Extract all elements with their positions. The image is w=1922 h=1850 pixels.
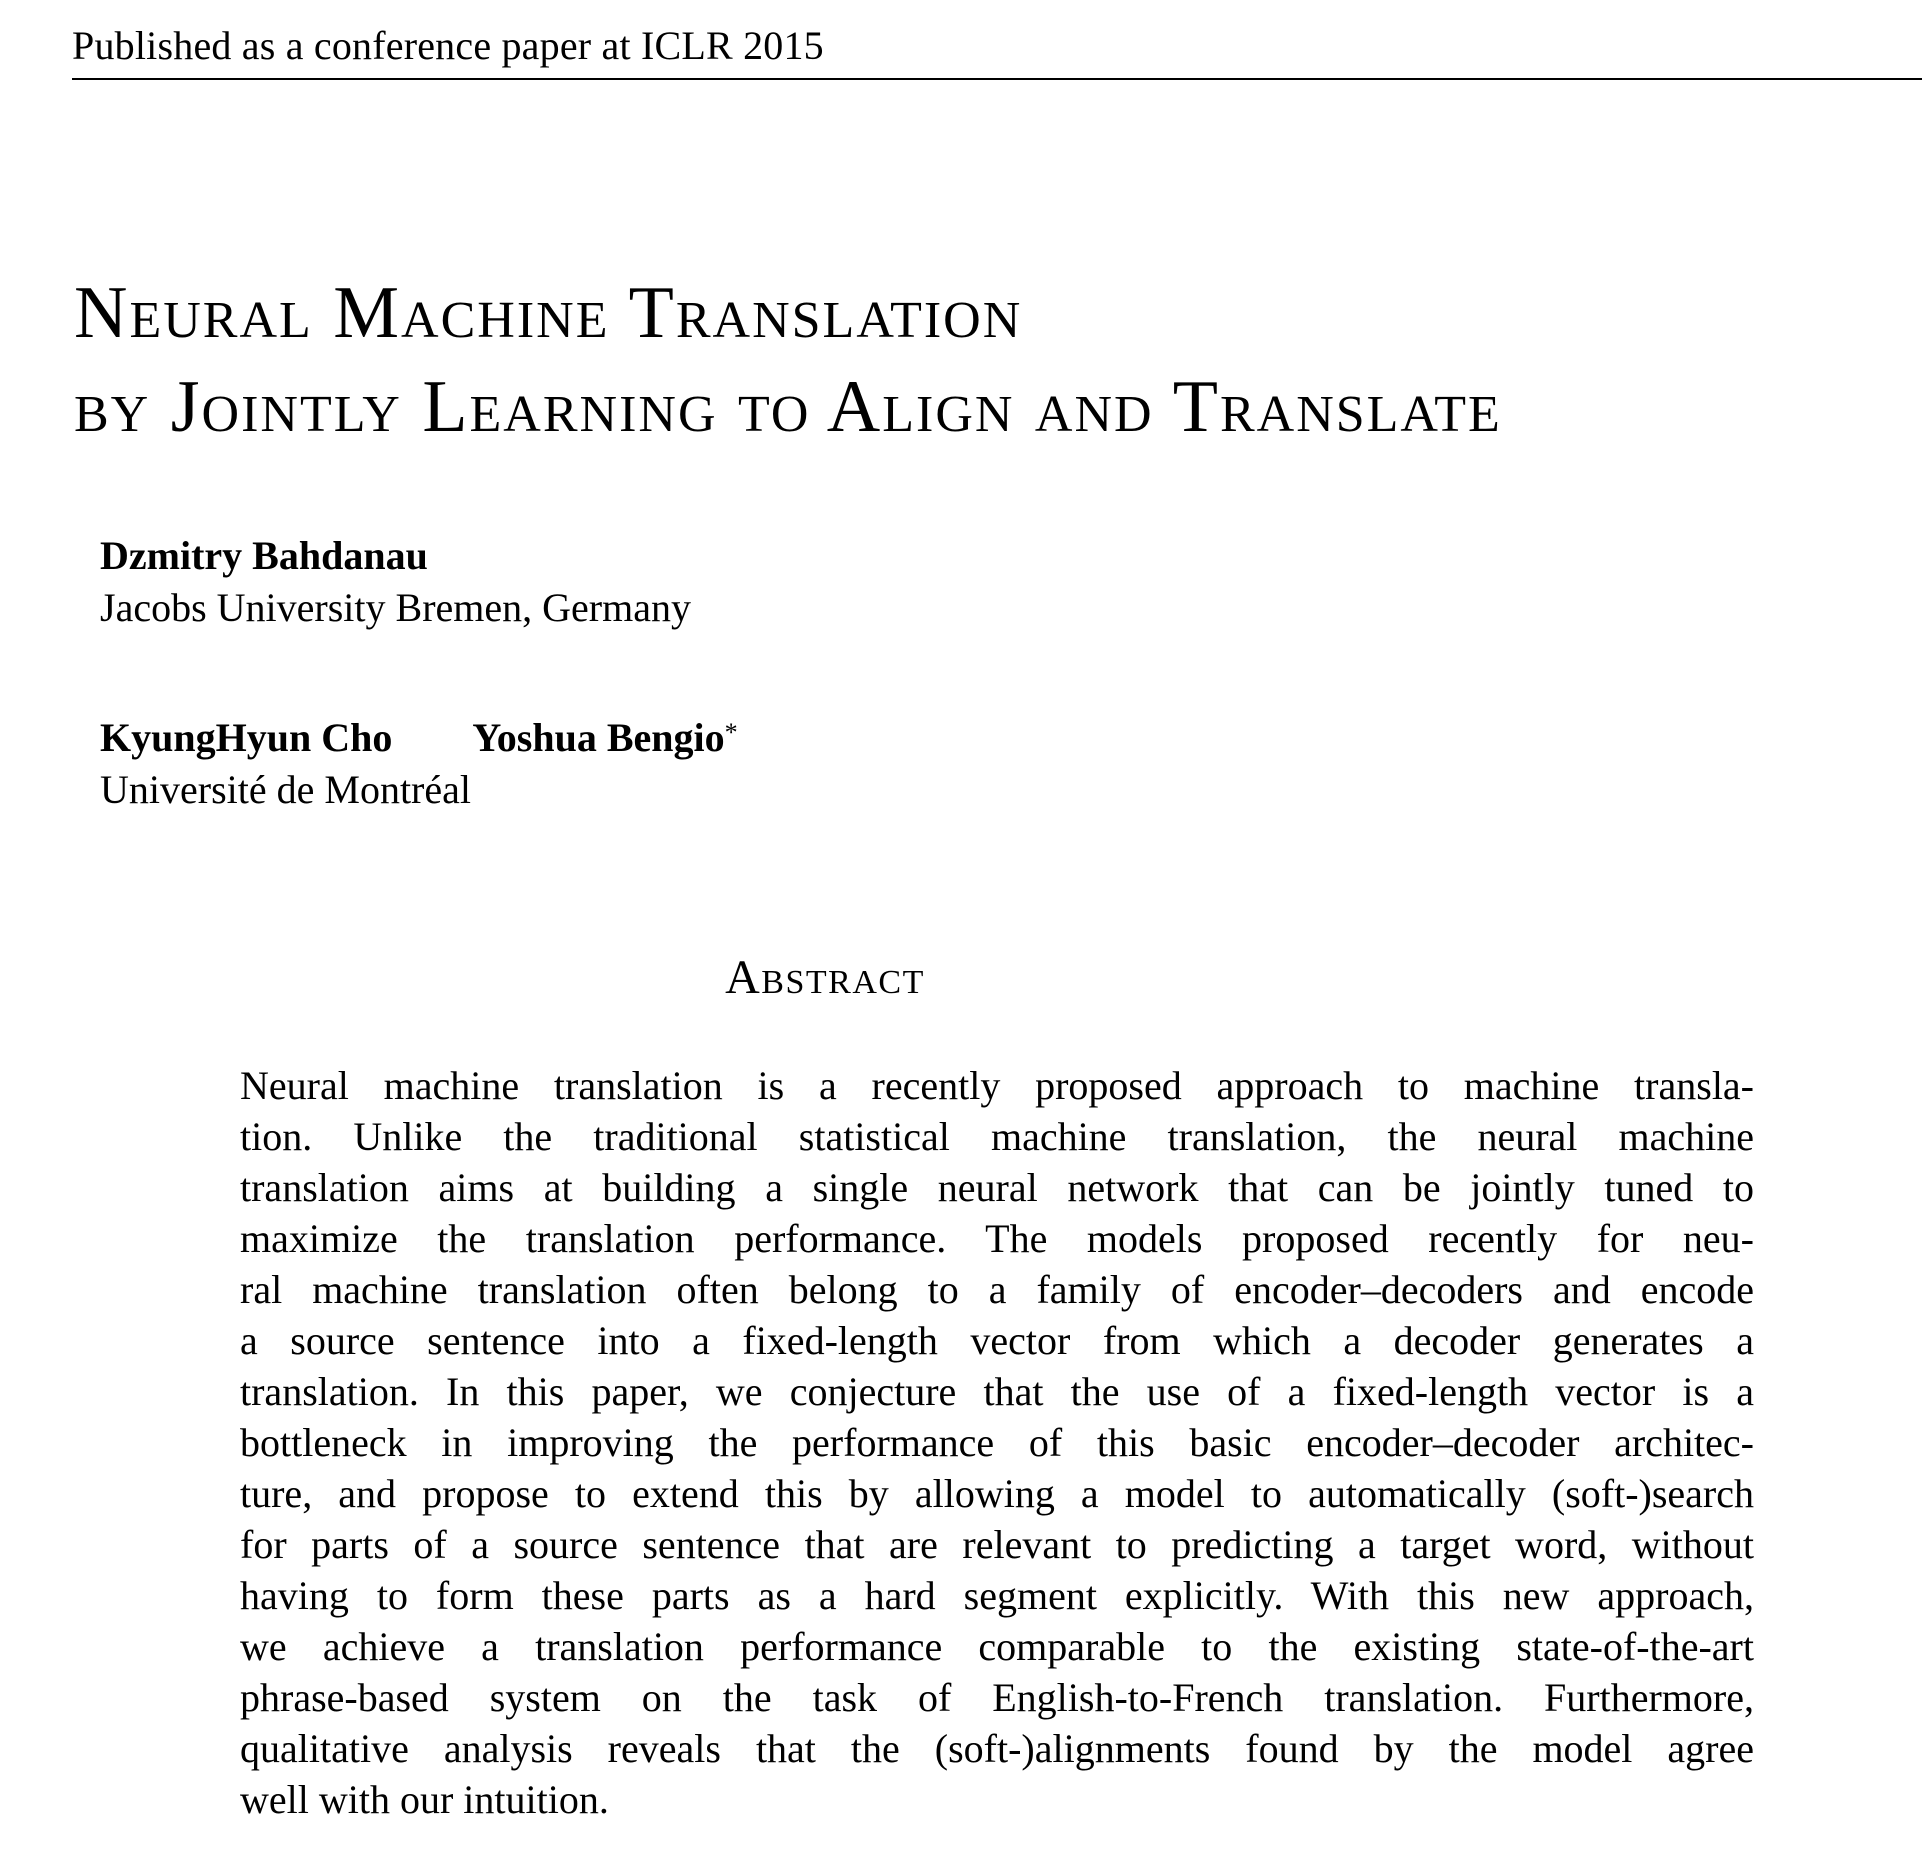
abstract-line: ral machine translation often belong to a family of encoder–decoders and encode xyxy=(240,1267,1754,1312)
paper-title xyxy=(74,266,1502,454)
author-name: Dzmitry Bahdanau xyxy=(100,533,428,578)
author-names xyxy=(100,530,691,582)
abstract-line: qualitative analysis reveals that the (soft-)alignments found by the model agree xyxy=(240,1726,1754,1771)
running-head: Published as a conference paper at ICLR 2015 xyxy=(72,23,824,68)
abstract-line: ture, and propose to extend this by allowing a model to automatically (soft-)search xyxy=(240,1471,1754,1516)
header-rule xyxy=(72,78,1922,80)
author-block-2 xyxy=(100,712,738,816)
abstract-line: a source sentence into a fixed-length vector from which a decoder generates a xyxy=(240,1318,1754,1363)
author-name: Yoshua Bengio xyxy=(472,715,725,760)
abstract-line: phrase-based system on the task of English-to-French translation. Furthermore, xyxy=(240,1675,1754,1720)
abstract-line: translation. In this paper, we conjecture that the use of a fixed-length vector is a xyxy=(240,1369,1754,1414)
abstract-line: translation aims at building a single neural network that can be jointly tuned to xyxy=(240,1165,1754,1210)
author-affiliation: Université de Montréal xyxy=(100,767,471,812)
abstract-line: tion. Unlike the traditional statistical machine translation, the neural machine xyxy=(240,1114,1754,1159)
abstract-heading: Abstract xyxy=(725,951,925,1004)
abstract-line: Neural machine translation is a recently proposed approach to machine transla- xyxy=(240,1063,1754,1108)
author-block-1 xyxy=(100,530,691,634)
abstract-line: having to form these parts as a hard segment explicitly. With this new approach, xyxy=(240,1573,1754,1618)
title-line-1: Neural Machine Translation xyxy=(74,272,1023,354)
abstract-line: bottleneck in improving the performance of this basic encoder–decoder architec- xyxy=(240,1420,1754,1465)
abstract-line: maximize the translation performance. The models proposed recently for neu- xyxy=(240,1216,1754,1261)
abstract-line: well with our intuition. xyxy=(240,1777,609,1822)
title-line-2: by Jointly Learning to Align and Translate xyxy=(74,366,1502,448)
author-name: KyungHyun Cho xyxy=(100,715,393,760)
abstract-body xyxy=(240,1060,1754,1825)
footnote-mark[interactable]: * xyxy=(724,717,738,747)
author-names xyxy=(100,712,738,764)
abstract-line: we achieve a translation performance comparable to the existing state-of-the-art xyxy=(240,1624,1754,1669)
abstract-line: for parts of a source sentence that are relevant to predicting a target word, without xyxy=(240,1522,1754,1567)
author-affiliation: Jacobs University Bremen, Germany xyxy=(100,585,691,630)
